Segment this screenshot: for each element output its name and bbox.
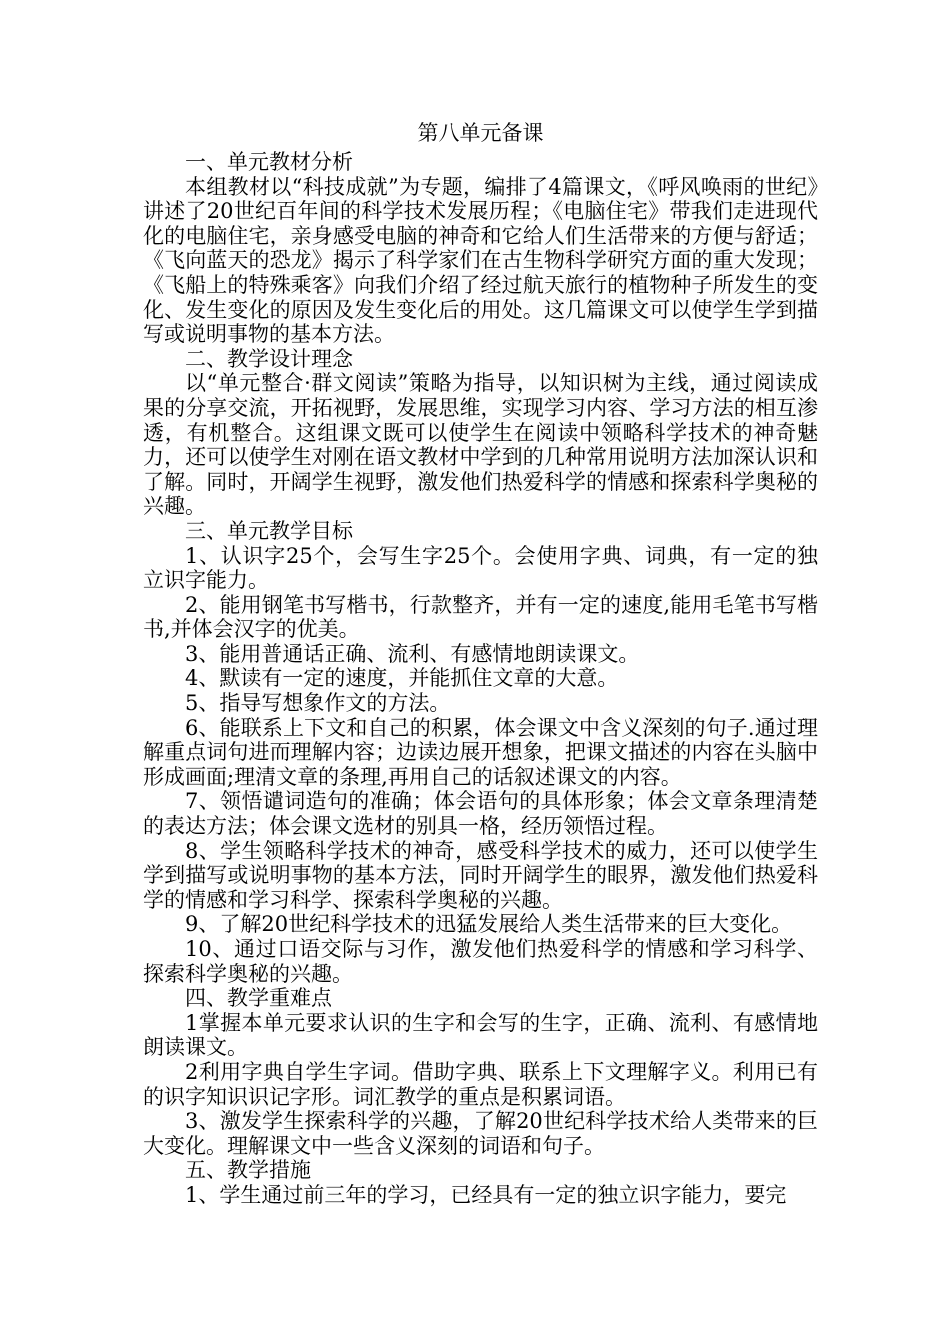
section-heading-3: 三、单元教学目标 [185,518,353,543]
goal-item-2: 2、能用钢笔书写楷书，行款整齐，并有一定的速度,能用毛笔书写楷书,并体会汉字的优美。 [143,592,818,642]
paragraph: 本组教材以“科技成就”为专题，编排了4篇课文，《呼风唤雨的世纪》讲述了20世纪百年间的科学技术发展历程；《电脑住宅》带我们走进现代化的电脑住宅，亲身感受电脑的神奇和它给人们生活带来的方便与舒适；《飞向蓝天的恐龙》揭示了科学家们在古生物科学研究方面的重大发现；《飞船上的特殊乘客》向我们介绍了经过航天旅行的植物种子所发生的变化、发生变化的原因及发生变化后的用处。这几篇课文可以使学生学到描写或说明事物的基本方法。 [143,174,818,347]
goal-item-10: 10、通过口语交际与习作，激发他们热爱科学的情感和学习科学、探索科学奥秘的兴趣。 [143,937,818,986]
goal-item-8: 8、学生领略科学技术的神奇，感受科学技术的威力，还可以使学生学到描写或说明事物的基本方法，同时开阔学生的眼界，激发他们热爱科学的情感和学习科学、探索科学奥秘的兴趣。 [143,838,818,912]
goal-item-3: 3、能用普通话正确、流利、有感情地朗读课文。 [185,641,640,666]
section-heading-2: 二、教学设计理念 [185,346,353,371]
section-heading-4: 四、教学重难点 [185,986,332,1011]
goal-item-6: 6、能联系上下文和自己的积累，体会课文中含义深刻的句子.通过理解重点词句进而理解内容；边读边展开想象，把课文描述的内容在头脑中形成画面;理清文章的条理,再用自己的话叙述课文的内容。 [143,715,818,789]
section-heading-1: 一、单元教材分析 [185,150,353,174]
key-point-2: 2利用字典自学生字词。借助字典、联系上下文理解字义。利用已有的识字知识识记字形。词汇教学的重点是积累词语。 [143,1059,818,1109]
goal-item-5: 5、指导写想象作文的方法。 [185,691,451,716]
goal-item-4: 4、默读有一定的速度，并能抓住文章的大意。 [185,666,619,691]
goal-item-1: 1、认识字25个，会写生字25个。会使用字典、词典，有一定的独立识字能力。 [143,543,818,593]
paragraph: 以“单元整合·群文阅读”策略为指导，以知识树为主线，通过阅读成果的分享交流，开拓视野，发展思维，实现学习内容、学习方法的相互渗透，有机整合。这组课文既可以使学生在阅读中领略科学技术的神奇魅力，还可以使学生对刚在语文教材中学到的几种常用说明方法加深认识和了解。同时，开阔学生视野，激发他们热爱科学的情感和探索科学奥秘的兴趣。 [143,371,818,519]
measure-item-1: 1、学生通过前三年的学习，已经具有一定的独立识字能力，要完 [185,1182,787,1207]
document-page [143,121,818,1208]
section-heading-5: 五、教学措施 [185,1158,311,1183]
key-point-1: 1掌握本单元要求认识的生字和会写的生字，正确、流利、有感情地朗读课文。 [143,1010,818,1060]
goal-item-9: 9、了解20世纪科学技术的迅猛发展给人类生活带来的巨大变化。 [185,912,793,937]
document-title: 第八单元备课 [417,121,544,145]
goal-item-7: 7、领悟谴词造句的准确；体会语句的具体形象；体会文章条理清楚的表达方法；体会课文选材的别具一格，经历领悟过程。 [143,789,818,839]
key-point-3: 3、激发学生探索科学的兴趣，了解20世纪科学技术给人类带来的巨大变化。理解课文中一些含义深刻的词语和句子。 [143,1109,818,1158]
